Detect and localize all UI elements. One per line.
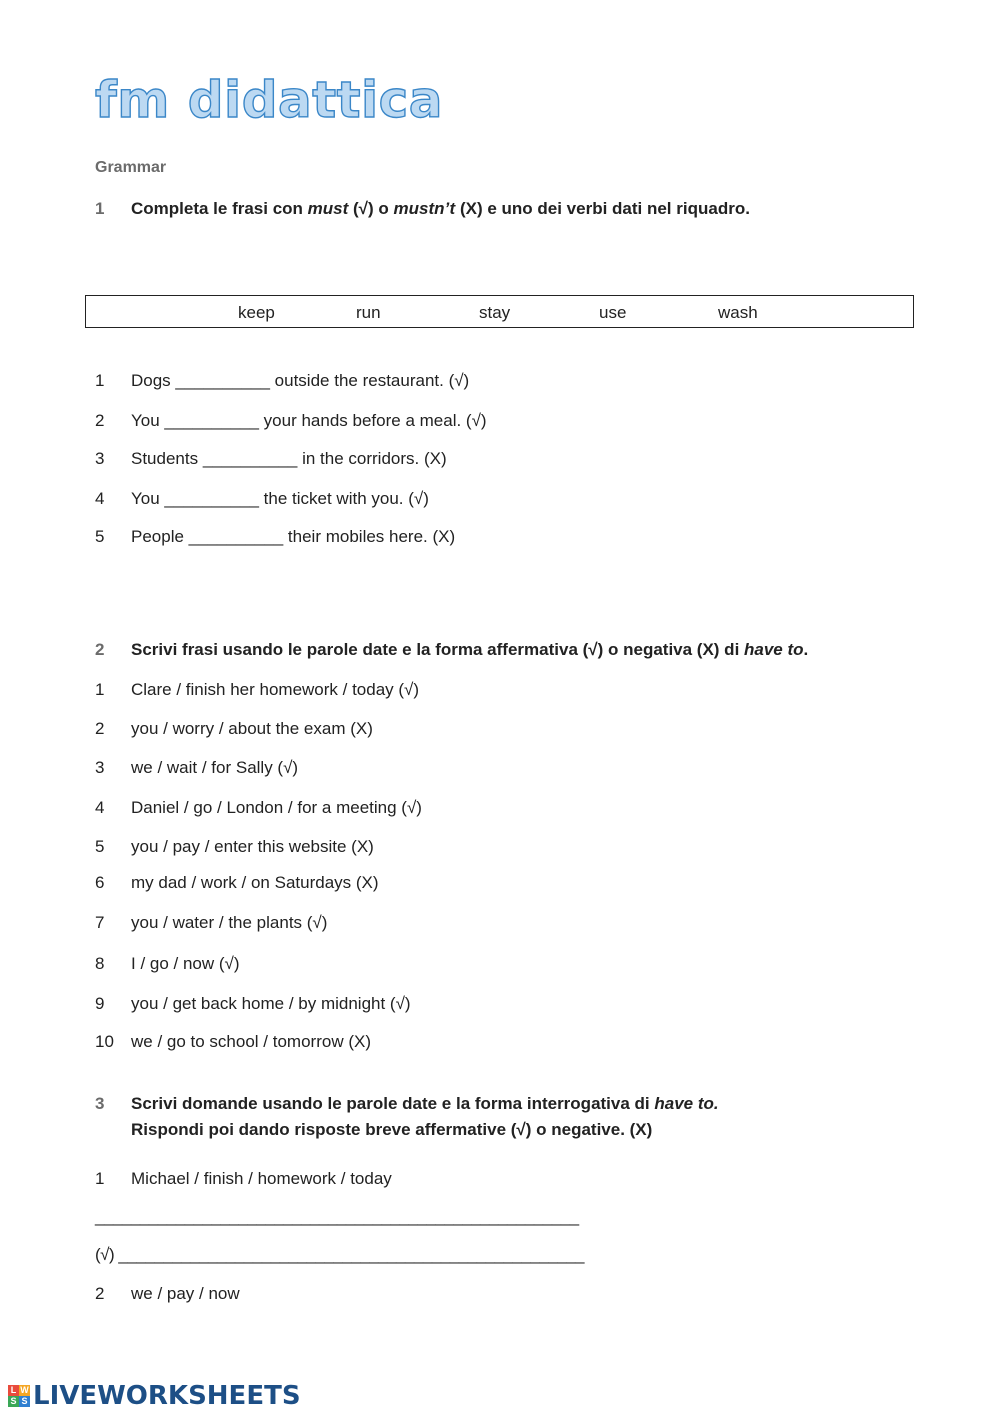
ex2-item: we / wait / for Sally (√) (131, 758, 299, 777)
ex3-item-number: 1 (95, 1169, 105, 1188)
ex1-item: You __________ your hands before a meal. (√) (131, 411, 487, 430)
instr-part: have to (744, 640, 804, 659)
ex2-item-number: 10 (95, 1032, 114, 1051)
ex2-item: my dad / work / on Saturdays (X) (131, 873, 379, 892)
ex2-item-number: 6 (95, 873, 105, 892)
ex3-item: Michael / finish / homework / today (131, 1169, 392, 1188)
exercise-3-instructions-2: Rispondi poi dando risposte breve affermative (√) o negative. (X) (131, 1120, 653, 1139)
exercise-3-number: 3 (95, 1094, 105, 1113)
ex2-item: you / water / the plants (√) (131, 913, 328, 932)
exercise-1-instructions (131, 199, 750, 219)
word-wash: wash (718, 303, 758, 322)
instr-part: Scrivi domande usando le parole date e la forma interrogativa di (131, 1094, 655, 1113)
ex2-item-number: 3 (95, 758, 105, 777)
exercise-3-instructions-1 (131, 1094, 719, 1114)
word-run: run (356, 303, 381, 322)
instr-part: have to. (654, 1094, 719, 1113)
ex1-item: Dogs __________ outside the restaurant. (√) (131, 371, 470, 390)
exercise-2-instructions (131, 640, 808, 660)
ex1-item: People __________ their mobiles here. (X) (131, 527, 456, 546)
word-stay: stay (479, 303, 511, 322)
ex1-item-number: 4 (95, 489, 105, 508)
instr-part: must (307, 199, 349, 218)
ex1-item-number: 3 (95, 449, 105, 468)
liveworksheets-brand: LIVEWORKSHEETS (33, 1381, 301, 1411)
word-box (85, 295, 914, 328)
short-answer-line: (√) ____________________________________________________ (95, 1245, 585, 1264)
ex2-item: you / worry / about the exam (X) (131, 719, 373, 738)
ex3-item: we / pay / now (131, 1284, 240, 1303)
ex1-item: Students __________ in the corridors. (X) (131, 449, 447, 468)
ex2-item: you / pay / enter this website (X) (131, 837, 374, 856)
section-label: Grammar (95, 159, 167, 176)
ex1-item-number: 5 (95, 527, 105, 546)
ex2-item-number: 5 (95, 837, 105, 856)
instr-part: (√) o (348, 199, 394, 218)
ex1-item: You __________ the ticket with you. (√) (131, 489, 429, 508)
exercise-1-number: 1 (95, 199, 105, 218)
exercise-2-number: 2 (95, 640, 105, 659)
answer-line: ______________________________________________________ (95, 1207, 579, 1226)
ex2-item: we / go to school / tomorrow (X) (131, 1032, 371, 1051)
ex3-item-number: 2 (95, 1284, 105, 1303)
word-use: use (599, 303, 627, 322)
instr-part: . (803, 640, 809, 659)
ex1-item-number: 1 (95, 371, 105, 390)
logo: fm didattica (95, 71, 444, 129)
ex2-item-number: 1 (95, 680, 105, 699)
ex1-item-number: 2 (95, 411, 105, 430)
instr-part: (X) e uno dei verbi dati nel riquadro. (455, 199, 750, 218)
ex2-item-number: 8 (95, 954, 105, 973)
ex2-item: Clare / finish her homework / today (√) (131, 680, 420, 699)
instr-part: Scrivi frasi usando le parole date e la forma affermativa (√) o negativa (X) di (131, 640, 745, 659)
ex2-item-number: 2 (95, 719, 105, 738)
liveworksheets-logo-icon: L W S S (8, 1385, 30, 1407)
word-keep: keep (238, 303, 275, 322)
ex2-item: Daniel / go / London / for a meeting (√) (131, 798, 422, 817)
ex2-item: you / get back home / by midnight (√) (131, 994, 411, 1013)
ex2-item: I / go / now (√) (131, 954, 240, 973)
ex2-item-number: 4 (95, 798, 105, 817)
liveworksheets-footer (8, 1381, 301, 1411)
instr-part: mustn’t (393, 199, 456, 218)
ex2-item-number: 9 (95, 994, 105, 1013)
instr-part: Completa le frasi con (131, 199, 308, 218)
ex2-item-number: 7 (95, 913, 105, 932)
